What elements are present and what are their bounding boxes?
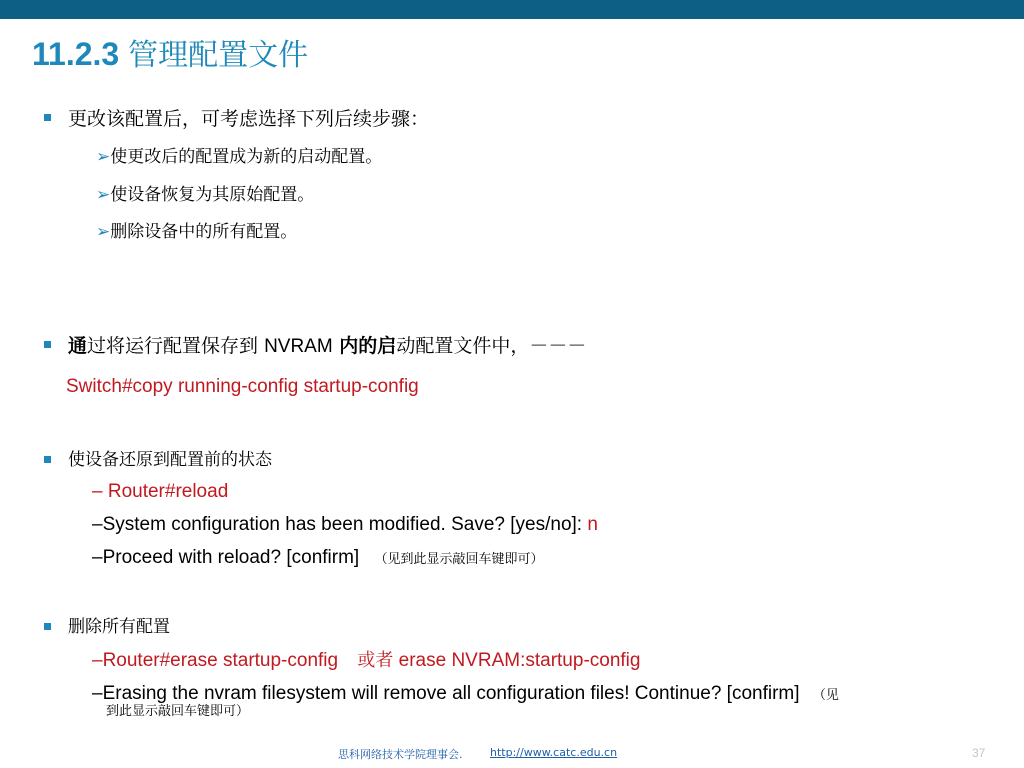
header-bar	[0, 0, 1024, 19]
footer-org: 思科网络技术学院理事会.	[338, 748, 463, 761]
bullet-1-text: 更改该配置后，可考虑选择下列后续步骤：	[68, 108, 430, 130]
bullet-3-text: 使设备还原到配置前的状态	[68, 450, 272, 470]
bullet-2-nvram: NVRAM	[264, 336, 333, 357]
erase-command-a: –Router#erase startup-config	[92, 650, 339, 671]
sub-bullet-1-text: 使更改后的配置成为新的启动配置。	[110, 147, 383, 167]
bullet-4-text: 删除所有配置	[68, 617, 170, 637]
save-prompt-line	[92, 513, 598, 537]
footer-link[interactable]	[490, 746, 617, 759]
title-number: 11.2.3	[32, 36, 120, 72]
erase-confirm-text: –Erasing the nvram filesystem will remove all configuration files! Continue? [confirm]	[92, 683, 800, 704]
arrow-bullet-icon: ➢	[96, 222, 111, 242]
bullet-2-part1: 通	[68, 335, 88, 357]
square-bullet-icon	[44, 341, 51, 348]
square-bullet-icon	[44, 456, 51, 463]
save-prompt-answer: n	[587, 514, 598, 535]
reload-confirm-note: （见到此显示敲回车键即可）	[374, 552, 544, 567]
erase-command-b: erase NVRAM:startup-config	[393, 650, 641, 671]
sub-bullet-1	[96, 145, 382, 169]
erase-command-or: 或者	[357, 650, 394, 671]
page-number: 37	[972, 746, 986, 760]
bullet-2-part4: 内的启	[332, 335, 397, 357]
bullet-2-text	[68, 334, 586, 359]
reload-command: – Router#reload	[92, 481, 229, 502]
bullet-2-part5: 动配置文件中，－－－	[396, 335, 587, 357]
erase-confirm-note-a: （见	[812, 688, 839, 703]
arrow-bullet-icon: ➢	[96, 185, 111, 205]
copy-command: Switch#copy running-config startup-config	[66, 376, 419, 397]
sub-bullet-3	[96, 220, 297, 244]
slide-title	[32, 34, 308, 76]
save-prompt-text: –System configuration has been modified. Save? [yes/no]:	[92, 514, 588, 535]
sub-bullet-2-text: 使设备恢复为其原始配置。	[110, 185, 315, 205]
reload-confirm-text: –Proceed with reload? [confirm]	[92, 547, 360, 568]
sub-bullet-3-text: 删除设备中的所有配置。	[110, 222, 298, 242]
erase-command-line	[92, 649, 640, 673]
reload-confirm-line	[92, 546, 543, 572]
footer-url[interactable]: http://www.catc.edu.cn	[490, 746, 618, 759]
square-bullet-icon	[44, 623, 51, 630]
bullet-2-part2: 过将运行配置保存到	[87, 335, 265, 357]
arrow-bullet-icon: ➢	[96, 147, 111, 167]
sub-bullet-2	[96, 183, 314, 207]
square-bullet-icon	[44, 114, 51, 121]
erase-confirm-note-b: 到此显示敲回车键即可）	[106, 704, 250, 719]
title-text: 管理配置文件	[128, 38, 309, 73]
